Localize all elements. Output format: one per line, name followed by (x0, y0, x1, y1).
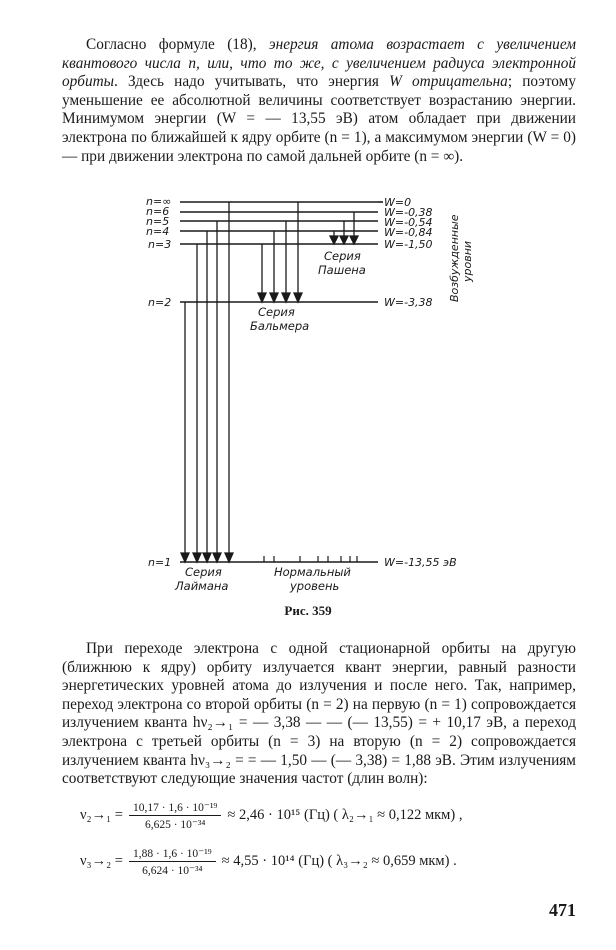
formula1-lhs: ν₂→₁ = (80, 807, 123, 823)
formula2-denominator: 6,624 · 10⁻³⁴ (142, 865, 203, 877)
formula-nu21 (80, 800, 462, 831)
intro-italic-claim: энергия атома возрастает с увеличением квантового числа n, или, что то же, с увеличением радиуса электронной орбиты (62, 36, 576, 91)
intro-text-e: ; поэтому уменьшение ее абсолютной величины соответствует возрастанию энергии. Минимумом энергии (W = — 13,55 эВ) атом обладает при движении электрона по ближайшей к ядру орбите (n = 1), а максимумом энергии (W = 0) — при движении электрона по самой дальней орбите (n = ∞). (62, 73, 576, 165)
n-label-2: n=2 (148, 296, 172, 309)
body-paragraph (62, 640, 576, 789)
formula2-fraction (129, 846, 216, 877)
formula1-denominator: 6,625 · 10⁻³⁴ (144, 819, 206, 831)
normal-level-label-1: Нормальный (274, 565, 351, 579)
paschen-series-arrows (330, 212, 358, 244)
excited-levels-label-2: уровни (461, 240, 474, 282)
page-number: 471 (549, 900, 576, 920)
n-label-1: n=1 (148, 556, 172, 569)
balmer-label-2: Бальмера (250, 319, 310, 333)
lyman-series-arrows (181, 202, 233, 562)
intro-energy-symbol: W (389, 73, 402, 91)
intro-italic-negative: отрицательна (401, 73, 508, 91)
normal-level-ticks (264, 556, 357, 562)
formula1-numerator: 10,17 · 1,6 · 10⁻¹⁹ (129, 800, 221, 816)
w-label-5: W=-0,54 (384, 216, 433, 229)
w-label-1: W=-13,55 эВ (384, 556, 457, 569)
balmer-series-arrows (258, 202, 302, 302)
intro-text-c: . Здесь надо учитывать, что энергия (114, 73, 390, 91)
w-label-2: W=-3,38 (384, 296, 433, 309)
lyman-label-2: Лаймана (175, 579, 229, 593)
w-label-inf: W=0 (384, 196, 412, 209)
n-label-3: n=3 (148, 238, 172, 251)
energy-level-diagram (0, 190, 616, 600)
formula2-lhs: ν₃→₂ = (80, 853, 123, 869)
paschen-label-1: Серия (324, 249, 361, 263)
n-label-6: n=6 (146, 205, 170, 218)
formula2-numerator: 1,88 · 1,6 · 10⁻¹⁹ (129, 846, 216, 862)
n-label-4: n=4 (146, 225, 170, 238)
w-label-3: W=-1,50 (384, 238, 433, 251)
lyman-label-1: Серия (185, 565, 222, 579)
formula-nu32 (80, 846, 457, 877)
body-text: При переходе электрона с одной стационарной орбиты на другую (ближнюю к ядру) орбиту излучается квант энергии, равный разности энергетических уровней атома до излучения и после него. Так, например, переход электрона со второй орбиты (n = 2) на первую (n = 1) сопровождается излучением кванта hν₂→₁ = — 3,38 — — (— 13,55) = + 10,17 эВ, а переход электрона с третьей орбиты (n = 3) на вторую (n = 2) сопровождается излучением кванта hν₃→₂ = = — 1,50 — (— 3,38) = 1,88 эВ. Этим излучениям соответствуют следующие значения частот (длин волн): (62, 640, 576, 788)
n-label-5: n=5 (146, 215, 170, 228)
figure-caption: Рис. 359 (284, 603, 332, 618)
paschen-label-2: Пашена (318, 263, 366, 277)
w-label-6: W=-0,38 (384, 206, 433, 219)
intro-text-a: Согласно формуле (18), (86, 36, 269, 53)
formula2-rhs: ≈ 4,55 · 10¹⁴ (Гц) ( λ₃→₂ ≈ 0,659 мкм) . (221, 853, 457, 869)
formula1-rhs: ≈ 2,46 · 10¹⁵ (Гц) ( λ₂→₁ ≈ 0,122 мкм) , (227, 807, 463, 823)
normal-level-label-2: уровень (290, 579, 340, 593)
balmer-label-1: Серия (258, 305, 295, 319)
formula1-fraction (129, 800, 221, 831)
n-label-inf: n=∞ (146, 195, 172, 208)
intro-paragraph (62, 36, 576, 166)
excited-levels-label-1: Возбужденные (448, 214, 461, 302)
w-label-4: W=-0,84 (384, 226, 433, 239)
